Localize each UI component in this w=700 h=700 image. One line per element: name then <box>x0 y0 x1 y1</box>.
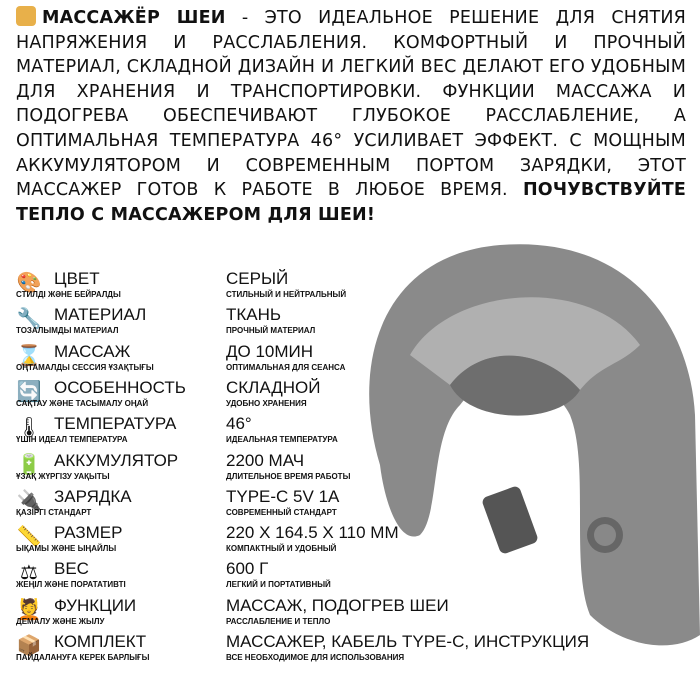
spec-value: МАССАЖ, ПОДОГРЕВ ШЕИ <box>226 595 449 615</box>
spec-label-sub: ТОЗАЛЫМДЫ МАТЕРИАЛ <box>16 326 119 336</box>
spec-value: МАССАЖЕР, КАБЕЛЬ TYPE-C, ИНСТРУКЦИЯ <box>226 632 590 651</box>
spec-value: TYPE-C 5V 1A <box>226 486 340 506</box>
spec-row <box>0 631 700 667</box>
spec-value-sub: ОПТИМАЛЬНАЯ ДЛЯ СЕАНСА <box>226 362 346 372</box>
spec-label-sub: ПАЙДАЛАНУҒА КЕРЕК БАРЛЫҒЫ <box>16 653 150 662</box>
spec-label: ВЕС <box>54 559 89 579</box>
spec-value-sub: СОВРЕМЕННЫЙ СТАНДАРТ <box>226 507 337 517</box>
spec-value: ДО 10МИН <box>226 341 314 361</box>
thermometer-icon: 🌡 <box>16 415 42 440</box>
spec-value: 220 X 164.5 X 110 ММ <box>226 523 399 543</box>
spec-label-sub: САҚТАУ ЖӘНЕ ТАСЫМАЛУ ОҢАЙ <box>16 398 149 408</box>
intro-cta: ПОЧУВСТВУЙТЕ ТЕПЛО С МАССАЖЕРОМ ДЛЯ ШЕИ! <box>16 180 686 225</box>
spec-row <box>0 413 700 449</box>
spec-value-sub: КОМПАКТНЫЙ И УДОБНЫЙ <box>226 544 337 554</box>
intro-paragraph <box>16 6 686 227</box>
spec-value-sub: ПРОЧНЫЙ МАТЕРИАЛ <box>226 326 316 336</box>
spec-value: 600 Г <box>226 559 269 579</box>
spec-value: 46° <box>226 414 252 434</box>
spec-row <box>0 268 700 304</box>
spec-label: ЗАРЯДКА <box>54 486 132 506</box>
wrench-icon: 🔧 <box>16 306 42 331</box>
spec-label: МАТЕРИАЛ <box>54 305 147 325</box>
spec-label: ЦВЕТ <box>54 269 100 288</box>
spec-value-sub: ЛЕГКИЙ И ПОРТАТИВНЫЙ <box>226 580 331 590</box>
scales-icon: ⚖ <box>20 560 38 585</box>
spec-label: РАЗМЕР <box>54 523 123 543</box>
hourglass-icon: ⌛ <box>16 342 42 367</box>
spec-label: КОМПЛЕКТ <box>54 632 147 651</box>
spec-label: ТЕМПЕРАТУРА <box>54 414 177 434</box>
spec-row <box>0 341 700 377</box>
person-massage-icon: 💆 <box>16 596 42 621</box>
spec-label-sub: СТИЛДІ ЖӘНЕ БЕЙРАЛДЫ <box>16 290 121 299</box>
spec-label-sub: ҚАЗІРГІ СТАНДАРТ <box>16 507 92 517</box>
spec-value: СКЛАДНОЙ <box>226 377 321 397</box>
spec-row <box>0 450 700 486</box>
spec-row <box>0 522 700 558</box>
spec-label: ФУНКЦИИ <box>54 595 137 615</box>
spec-value-sub: УДОБНО ХРАНЕНИЯ <box>226 398 307 408</box>
spec-value: ТКАНЬ <box>226 305 282 325</box>
spec-value-sub: ВСЕ НЕОБХОДИМОЕ ДЛЯ ИСПОЛЬЗОВАНИЯ <box>226 653 405 662</box>
spec-label-sub: ДЕМАЛУ ЖӘНЕ ЖЫЛУ <box>16 616 105 626</box>
spec-value-sub: СТИЛЬНЫЙ И НЕЙТРАЛЬНЫЙ <box>226 290 347 299</box>
spec-label-sub: ОҢТАМАЛДЫ СЕССИЯ ҰЗАҚТЫҒЫ <box>16 362 154 372</box>
spec-row <box>0 304 700 340</box>
spec-value-sub: ИДЕАЛЬНАЯ ТЕМПЕРАТУРА <box>226 435 338 445</box>
spec-row <box>0 595 700 631</box>
spec-label-sub: ҰЗАҚ ЖҮРГІЗУ УАҚЫТЫ <box>16 471 110 481</box>
palette-icon: 🎨 <box>16 270 42 294</box>
spec-row <box>0 377 700 413</box>
spec-value: 2200 МАЧ <box>226 450 305 470</box>
box-icon: 📦 <box>16 633 42 657</box>
product-title: МАССАЖЁР ШЕИ <box>42 8 226 28</box>
spec-row <box>0 486 700 522</box>
refresh-icon: 🔄 <box>16 378 42 403</box>
spec-value-sub: РАССЛАБЛЕНИЕ И ТЕПЛО <box>226 616 331 626</box>
spec-label: АККУМУЛЯТОР <box>54 450 179 470</box>
spec-label-sub: ЫҚАМЫ ЖӘНЕ ЫҢАЙЛЫ <box>16 544 117 554</box>
person-massage-icon <box>16 6 36 26</box>
plug-icon: 🔌 <box>16 487 42 512</box>
spec-row <box>0 558 700 594</box>
spec-label-sub: ҮШІН ИДЕАЛ ТЕМПЕРАТУРА <box>16 435 128 445</box>
intro-body: - ЭТО ИДЕАЛЬНОЕ РЕШЕНИЕ ДЛЯ СНЯТИЯ НАПРЯЖЕНИЯ И РАССЛАБЛЕНИЯ. КОМФОРТНЫЙ И ПРОЧНЫЙ МАТЕРИАЛ, СКЛАДНОЙ ДИЗАЙН И ЛЕГКИЙ ВЕС ДЕЛАЮТ ЕГО УДОБНЫМ ДЛЯ ХРАНЕНИЯ И ТРАНСПОРТИРОВКИ. ФУНКЦИИ МАССАЖА И ПОДОГРЕВА ОБЕСПЕЧИВАЮТ ГЛУБОКОЕ РАССЛАБЛЕНИЕ, А ОПТИМАЛЬНАЯ ТЕМПЕРАТУРА 46° УСИЛИВАЕТ ЭФФЕКТ. С МОЩНЫМ АККУМУЛЯТОРОМ И СОВРЕМЕННЫМ ПОРТОМ ЗАРЯДКИ, ЭТОТ МАССАЖЕР ГОТОВ К РАБОТЕ В ЛЮБОЕ ВРЕМЯ. <box>16 8 686 201</box>
spec-label-sub: ЖЕҢІЛ ЖӘНЕ ПОРАТАТИВТІ <box>16 580 126 590</box>
spec-value-sub: ДЛИТЕЛЬНОЕ ВРЕМЯ РАБОТЫ <box>226 471 351 481</box>
spec-value: СЕРЫЙ <box>226 269 289 288</box>
battery-icon: 🔋 <box>16 451 42 476</box>
ruler-icon: 📏 <box>16 524 42 549</box>
spec-label: ОСОБЕННОСТЬ <box>54 377 186 397</box>
spec-label: МАССАЖ <box>54 341 131 361</box>
